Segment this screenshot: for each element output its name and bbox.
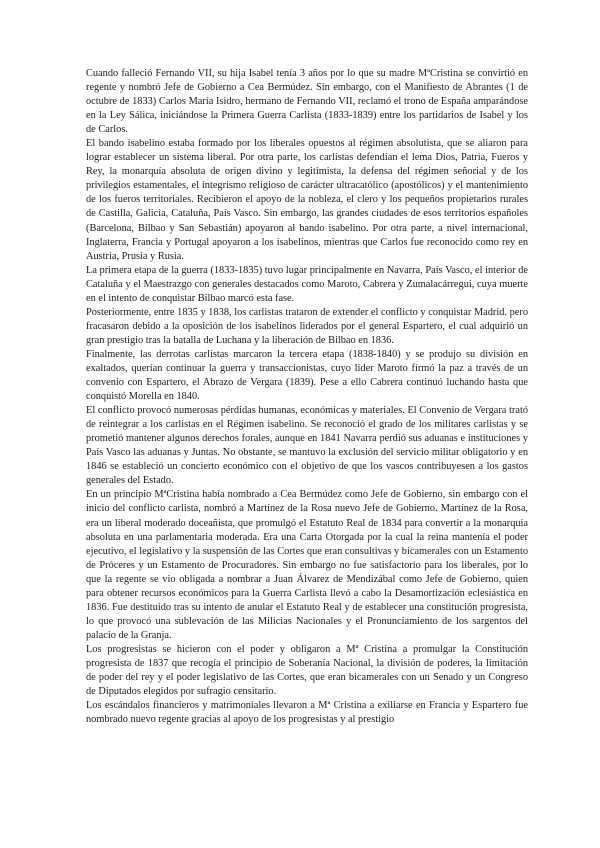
paragraph-8: Los progresistas se hicieron con el poder y obligaron a Mª Cristina a promulgar la Constitución progresista de 1837 que recogía el principio de Soberanía Nacional, la división de poderes, la limitación de poder del rey y el poder legislativo de las Cortes, que eran bicamerales con un Senado y un Congreso de Diputados elegidos por sufragio censitario.	[86, 643, 528, 698]
paragraph-6: El conflicto provocó numerosas pérdidas humanas, económicas y materiales. El Convenio de Vergara trató de reintegrar a los carlistas en el Régimen isabelino. Se reconoció el grado de los militares carlistas y se prometió mantener algunos derechos forales, aunque en 1841 Navarra perdió sus aduanas e instituciones y País Vasco las aduanas y Juntas. No obstante, se mantuvo la exclusión del servicio militar obligatorio y en 1846 se estableció un concierto económico con el objetivo de que los vascos contribuyesen a los gastos generales del Estado.	[86, 405, 528, 487]
paragraph-2: El bando isabelino estaba formado por los liberales opuestos al régimen absolutista, que se aliaron para lograr establecer un sistema liberal. Por otra parte, los carlistas defendían el lema Dios, Patria, Fueros y Rey, la monarquía absoluta de origen divino y legitimista, la defensa del régimen señorial y de los privilegios estamentales, el integrismo religioso de carácter ultracatólico (apostólicos) y el mantenimiento de los fueros territoriales. Recibieron el apoyo de la nobleza, el clero y los pequeños propietarios rurales de Castilla, Galicia, Cataluña, País Vasco. Sin embargo, las grandes ciudades de esos territorios españoles (Barcelona, Bilbao y San Sebastián) apoyaron al bando isabelino. Por otra parte, a nivel internacional, Inglaterra, Francia y Portugal apoyaron a los isabelinos, mientras que Carlos fue reconocido como rey en Austria, Prusia y Rusia.	[86, 138, 528, 262]
document-body	[86, 67, 528, 727]
paragraph-3: La primera etapa de la guerra (1833-1835) tuvo lugar principalmente en Navarra, País Vasco, el interior de Cataluña y el Maestrazgo con generales destacados como Maroto, Cabrera y Zumalacárregui, cuya muerte en el intento de conquistar Bilbao marcó esta fase.	[86, 264, 528, 304]
paragraph-5: Finalmente, las derrotas carlistas marcaron la tercera etapa (1838-1840) y se produjo su división en exaltados, querían continuar la guerra y transaccionistas, cuyo líder Maroto firmó la paz a través de un convenio con Espartero, el Abrazo de Vergara (1839). Pese a ello Cabrera continuó luchando hasta que conquistó Morella en 1840.	[86, 348, 528, 403]
paragraph-4: Posteriormente, entre 1835 y 1838, los carlistas trataron de extender el conflicto y conquistar Madrid. pero fracasaron debido a la oposición de los isabelinos liderados por el general Espartero, el cual adquirió un gran prestigio tras la batalla de Luchana y la liberación de Bilbao en 1836.	[86, 306, 528, 346]
paragraph-7: En un principio MªCristina había nombrado a Cea Bermúdez como Jefe de Gobierno, sin embargo con el inicio del conflicto carlista, nombró a Martínez de la Rosa nuevo Jefe de Gobierno. Martínez de la Rosa, era un liberal moderado doceañista, que promulgó el Estatuto Real de 1834 para convertir a la monarquía absoluta en una parlamentaria moderada. Era una Carta Otorgada por la cual la reina mantenía el poder ejecutivo, el legislativo y la suspensión de las Cortes que eran consultivas y bicamerales con un Estamento de Próceres y un Estamento de Procuradores. Sin embargo no fue satisfactorio para los liberales, por lo que la regente se vio obligada a nombrar a Juan Álvarez de Mendizábal como Jefe de Gobierno, quien para obtener recursos económicos para la Guerra Carlista llevó a cabo la Desamortización eclesiástica en 1836. Fue destituido tras su intento de anular el Estatuto Real y de establecer una constitución progresista, lo que provocó una sublevación de las Milicias Nacionales y el Pronunciamiento de los sargentos del palacio de la Granja.	[86, 489, 528, 641]
paragraph-1: Cuando falleció Fernando VII, su hija Isabel tenía 3 años por lo que su madre MªCristina se convirtió en regente y nombró Jefe de Gobierno a Cea Bermúdez. Sin embargo, con el Manifiesto de Abrantes (1 de octubre de 1833) Carlos María Isidro, hermano de Fernando VII, reclamó el trono de España amparándose en la Ley Sálica, iniciándose la Primera Guerra Carlista (1833-1839) entre los partidarios de Isabel y los de Carlos.	[86, 68, 528, 136]
paragraph-9: Los escándalos financieros y matrimoniales llevaron a Mª Cristina a exiliarse en Francia y Espartero fue nombrado nuevo regente gracias al apoyo de los progresistas y al prestigio	[86, 700, 528, 726]
